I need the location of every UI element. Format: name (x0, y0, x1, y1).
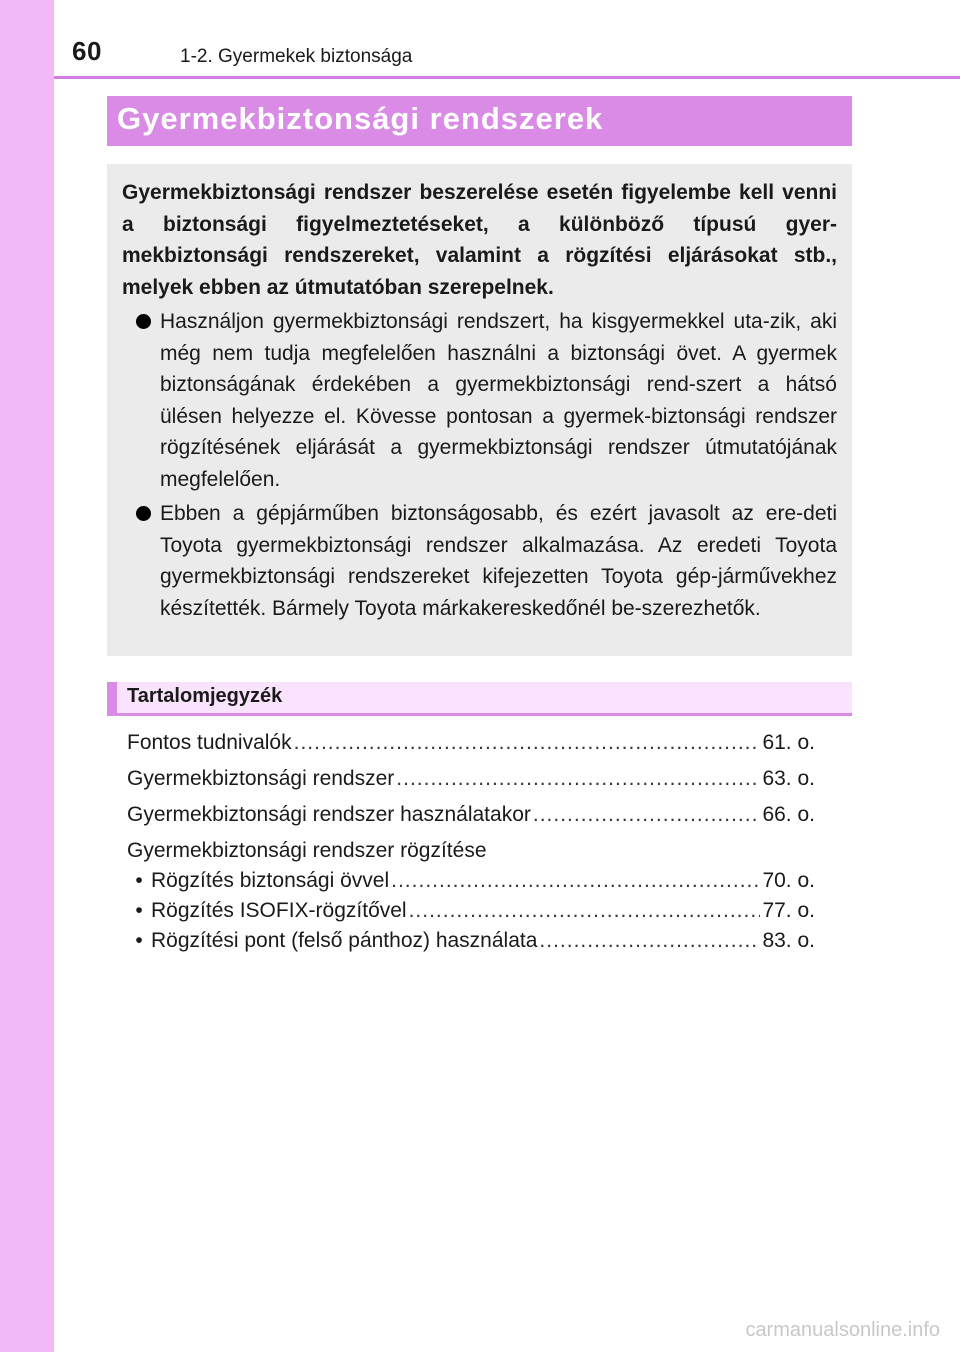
toc-entry-label: Gyermekbiztonsági rendszer használatakor (127, 803, 531, 826)
toc-entry[interactable] (127, 800, 815, 830)
toc-entry[interactable] (127, 728, 815, 758)
toc-entry-page: 77. o. (762, 899, 815, 922)
toc-sub-entry[interactable] (127, 896, 815, 926)
toc-heading: Tartalomjegyzék (107, 682, 852, 716)
toc-entry-label: Fontos tudnivalók (127, 731, 292, 754)
toc-entry[interactable] (127, 764, 815, 794)
toc-entry-label: Rögzítés biztonsági övvel (151, 869, 390, 892)
table-of-contents (127, 728, 815, 956)
intro-bullet-text: Használjon gyermekbiztonsági rendszert, ha kisgyermekkel uta-zik, aki még nem tudja megfelelően használni a biztonsági övet. A gyermek biztonságának érdekében a gyermekbiztonsági rend-szert a hátsó ülésen helyezze el. Kövesse pontosan a gyermek-biztonsági rendszer rögzítésének eljárását a gyermekbiztonsági rendszer útmutatójának megfelelően. (160, 310, 837, 491)
toc-entry-label: Rögzítés ISOFIX-rögzítővel (151, 899, 407, 922)
toc-entry-page: 66. o. (762, 803, 815, 826)
toc-sub-entry[interactable] (127, 926, 815, 956)
toc-group-label: Gyermekbiztonsági rendszer rögzítése (127, 839, 487, 862)
toc-entry-page: 83. o. (762, 929, 815, 952)
toc-bullet: • (135, 929, 143, 952)
side-color-strip (0, 0, 54, 1352)
toc-bullet: • (135, 869, 143, 892)
toc-leader-dots (409, 896, 761, 926)
section-header: 1-2. Gyermekek biztonsága (180, 46, 413, 67)
page-number: 60 (72, 36, 102, 66)
toc-leader-dots (533, 800, 761, 830)
toc-bullet: • (135, 899, 143, 922)
intro-bullet (122, 498, 837, 624)
toc-entry-page: 70. o. (762, 869, 815, 892)
bullet-dot-icon (136, 506, 151, 521)
watermark: carmanualsonline.info (745, 1319, 940, 1341)
toc-leader-dots (294, 728, 761, 758)
bullet-dot-icon (136, 314, 151, 329)
intro-box (107, 164, 852, 656)
intro-bullet-text: Ebben a gépjárműben biztonságosabb, és ezért javasolt az ere-deti Toyota gyermekbiztonsági rendszer alkalmazása. Az eredeti Toyota gyermekbiztonsági rendszereket kifejezetten Toyota gép-járművekhez készítették. Bármely Toyota márkakereskedőnél be-szerezhetők. (160, 502, 837, 620)
header-divider (54, 76, 960, 79)
page-title: Gyermekbiztonsági rendszerek (107, 96, 852, 146)
toc-sub-entry[interactable] (127, 866, 815, 896)
toc-leader-dots (391, 866, 760, 896)
toc-entry-page: 61. o. (762, 731, 815, 754)
toc-entry-page: 63. o. (762, 767, 815, 790)
toc-entry-label: Rögzítési pont (felső pánthoz) használata (151, 929, 538, 952)
toc-entry-label: Gyermekbiztonsági rendszer (127, 767, 395, 790)
intro-bullet (122, 306, 837, 495)
intro-lead: Gyermekbiztonsági rendszer beszerelése esetén figyelembe kell venni a biztonsági figyelmeztetéseket, a különböző típusú gyer-mekbiztonsági rendszereket, valamint a rögzítési eljárásokat stb., melyek ebben az útmutatóban szerepelnek. (122, 181, 837, 299)
toc-leader-dots (396, 764, 760, 794)
toc-leader-dots (539, 926, 760, 956)
